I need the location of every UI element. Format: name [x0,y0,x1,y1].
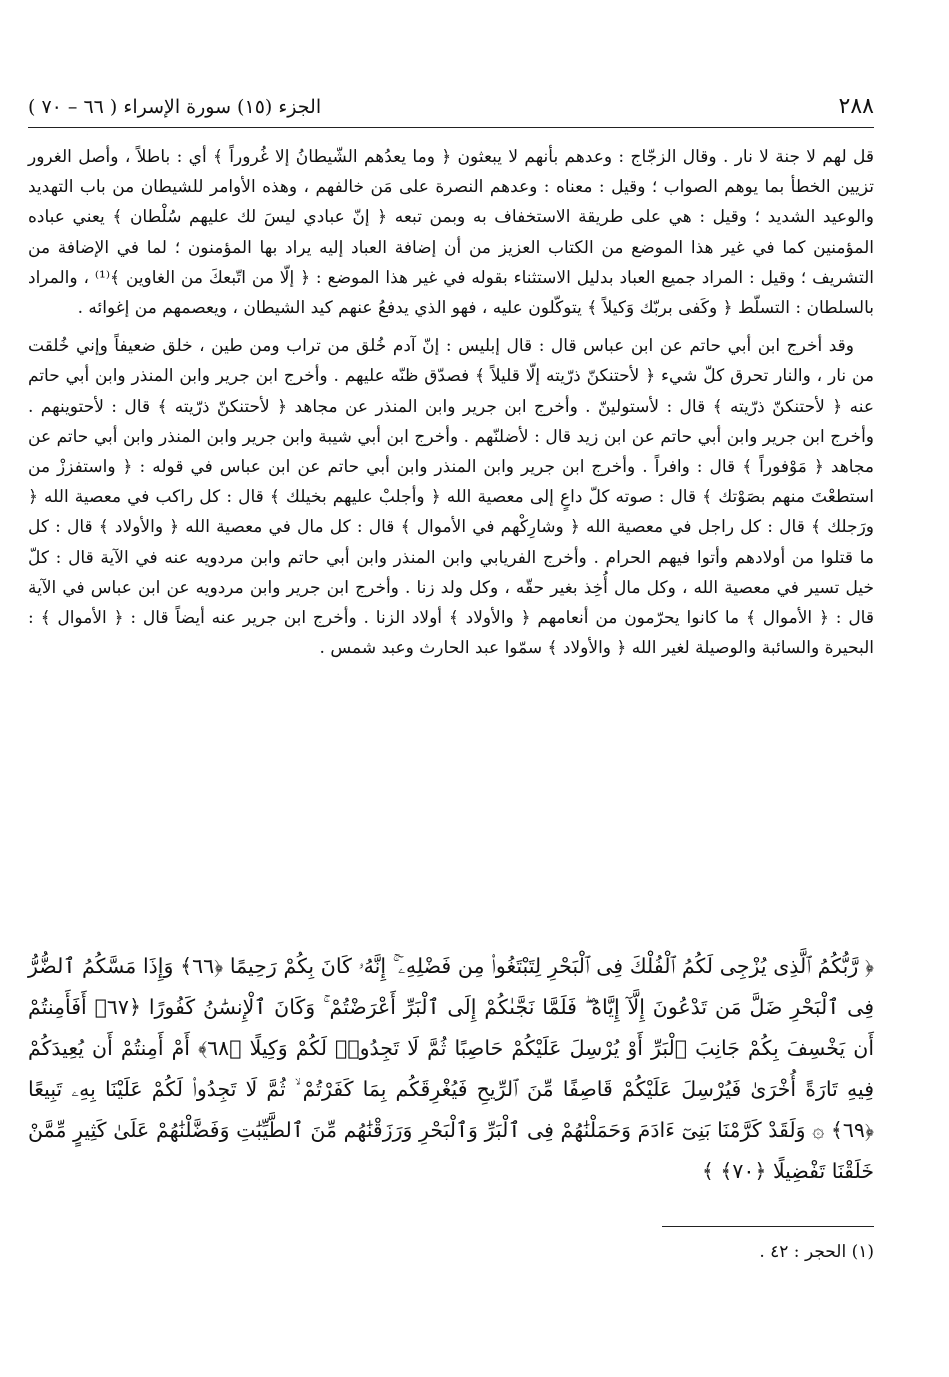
commentary-paragraph-1: قل لهم لا جنة لا نار . وقال الزجّاج : وعدهم بأنهم لا يبعثون ﴿ وما يعدُهم الشّيطانُ إلا غُروراً ﴾ أي : باطلاً ، وأصل الغرور تزيين الخطأ بما يوهم الصواب ؛ وقيل : معناه : وعدهم النصرة على مَن خالفهم ، وهذه الأوامر للشيطان من باب التهديد والوعيد الشديد ؛ وقيل : هي على طريقة الاستخفاف به وبمن تبعه ﴿ إنّ عبادي ليسَ لك عليهم سُلْطان ﴾ يعني عباده المؤمنين كما في غير هذا الموضع من الكتاب العزيز من أن إضافة العباد إليه يراد بها المؤمنون ؛ لما في الإضافة من التشريف ؛ وقيل : المراد جميع العباد بدليل الاستثناء بقوله في غير هذا الموضع : ﴿ إلّا من اتّبعكَ من الغاوين ﴾⁽¹⁾ ، والمراد بالسلطان : التسلّط ﴿ وكَفى بربّك وَكيلاً ﴾ يتوكّلون عليه ، فهو الذي يدفعُ عنهم كيد الشيطان ، ويعصمهم من إغوائه . [28,147,874,319]
page-header [28,92,874,128]
footnote: (١) الحجر : ٤٢ . [759,1242,874,1262]
commentary-text [28,142,874,671]
running-title: الجزء (١٥) سورة الإسراء ( ٦٦ – ٧٠ ) [28,96,322,118]
quran-verses: ﴿ رَّبُّكُمُ ٱلَّذِى يُزْجِى لَكُمُ ٱلْفُلْكَ فِى ٱلْبَحْرِ لِتَبْتَغُوا۟ مِن فَضْلِهِۦٓ ۚ إِنَّهُۥ كَانَ بِكُمْ رَحِيمًا ﴿٦٦﴾ وَإِذَا مَسَّكُمُ ٱلضُّرُّ فِى ٱلْبَحْرِ ضَلَّ مَن تَدْعُونَ إِلَّآ إِيَّاهُ ۖ فَلَمَّا نَجَّىٰكُمْ إِلَى ٱلْبَرِّ أَعْرَضْتُمْ ۚ وَكَانَ ٱلْإِنسَٰنُ كَفُورًا ﴿٦٧﴾ أَفَأَمِنتُمْ أَن يَخْسِفَ بِكُمْ جَانِبَ ٱلْبَرِّ أَوْ يُرْسِلَ عَلَيْكُمْ حَاصِبًا ثُمَّ لَا تَجِدُوا۟ لَكُمْ وَكِيلًا ﴿٦٨﴾ أَمْ أَمِنتُمْ أَن يُعِيدَكُمْ فِيهِ تَارَةً أُخْرَىٰ فَيُرْسِلَ عَلَيْكُمْ قَاصِفًا مِّنَ ٱلرِّيحِ فَيُغْرِقَكُم بِمَا كَفَرْتُمْ ۙ ثُمَّ لَا تَجِدُوا۟ لَكُمْ عَلَيْنَا بِهِۦ تَبِيعًا ﴿٦٩﴾ ۞ وَلَقَدْ كَرَّمْنَا بَنِىٓ ءَادَمَ وَحَمَلْنَٰهُمْ فِى ٱلْبَرِّ وَٱلْبَحْرِ وَرَزَقْنَٰهُم مِّنَ ٱلطَّيِّبَٰتِ وَفَضَّلْنَٰهُمْ عَلَىٰ كَثِيرٍ مِّمَّنْ خَلَقْنَا تَفْضِيلًا ﴿٧٠﴾ ﴾ [28,954,875,1183]
footnote-rule [662,1226,874,1227]
header-rule [28,127,874,128]
commentary-paragraph-2: وقد أخرج ابن أبي حاتم عن ابن عباس قال : قال إبليس : إنّ آدم خُلق من تراب ومن طين ، خلق ضعيفاً وإني خُلقت من نار ، والنار تحرق كلّ شيء ﴿ لأحتنكنّ ذرّيته إلّا قليلاً ﴾ فصدّق ظنّه عليهم . وأخرج ابن جرير وابن المنذر وابن أبي حاتم عنه ﴿ لأحتنكنّ ذرّيته ﴾ قال : لأستولينّ . وأخرج ابن جرير وابن المنذر عن مجاهد ﴿ لأحتنكنّ ذرّيته ﴾ قال : لأحتوينهم . وأخرج ابن جرير وابن أبي حاتم عن ابن زيد قال : لأضلنّهم . وأخرج ابن أبي شيبة وابن جرير وابن المنذر وابن أبي حاتم عن مجاهد ﴿ مَوْفوراً ﴾ قال : وافراً . وأخرج ابن جرير وابن المنذر وابن أبي حاتم عن ابن عباس في قوله : ﴿ واستفززْ من استطعْتَ منهم بصَوْتك ﴾ قال : صوته كلّ داعٍ إلى معصية الله ﴿ وأجلبْ عليهم بخيلك ﴾ قال : كل راكب في معصية الله ﴿ ورَجلك ﴾ قال : كل راجل في معصية الله ﴿ وشارِكْهم في الأموال ﴾ قال : كل مال في معصية الله ﴿ والأولاد ﴾ قال : كل ما قتلوا من أولادهم وأتوا فيهم الحرام . وأخرج الفريابي وابن المنذر وابن أبي حاتم وابن مردويه عنه في الآية قال : كلّ خيل تسير في معصية الله ، وكل مال أُخِذ بغير حقّه ، وكل ولد زنا . وأخرج ابن جرير وابن مردويه عن ابن عباس في الآية قال : ﴿ الأموال ﴾ ما كانوا يحرّمون من أنعامهم ﴿ والأولاد ﴾ أولاد الزنا . وأخرج ابن جرير عنه أيضاً قال : ﴿ الأموال ﴾ : البحيرة والسائبة والوصيلة لغير الله ﴿ والأولاد ﴾ سمّوا عبد الحارث وعبد شمس . [28,336,874,659]
page-number: ٢٨٨ [838,94,874,119]
